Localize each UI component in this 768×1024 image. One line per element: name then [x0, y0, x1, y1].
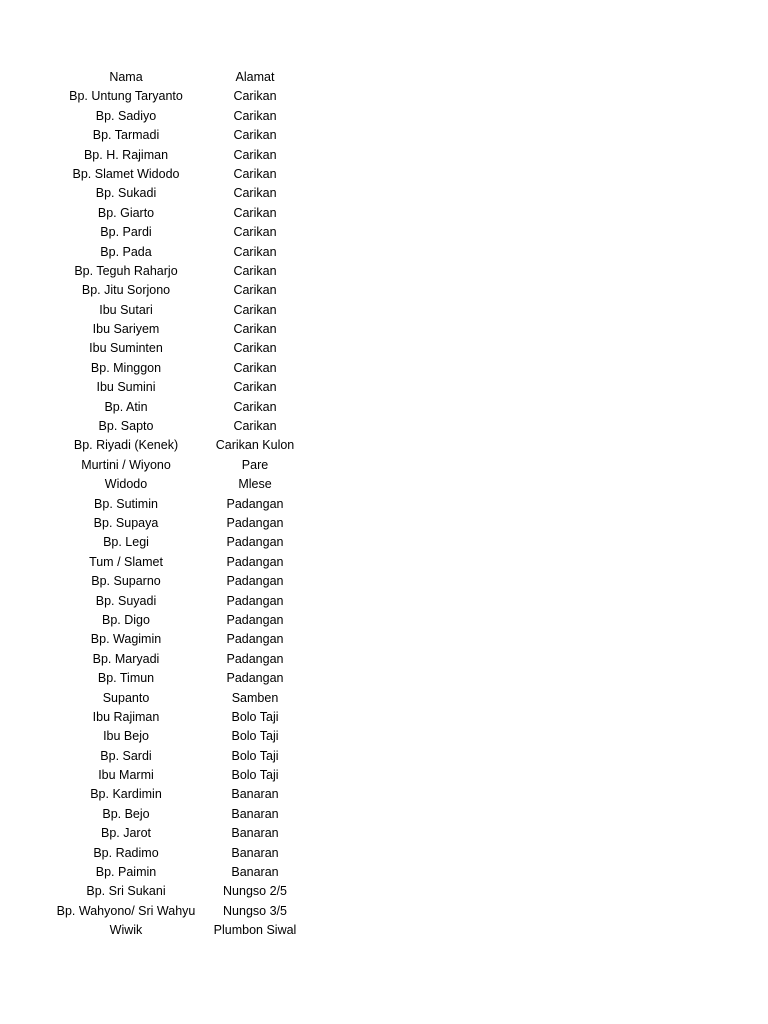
cell-nama	[53, 301, 199, 320]
cell-nama	[53, 398, 199, 417]
cell-nama-text: Bp. Sapto	[98, 419, 154, 434]
cell-alamat: Padangan	[226, 535, 284, 550]
cell-nama	[53, 766, 199, 785]
cell-nama-text: Bp. Sardi	[100, 748, 152, 763]
table-row	[0, 572, 768, 591]
cell-alamat: Nungso 3/5	[223, 903, 287, 918]
cell-nama-text: Bp. Riyadi (Kenek)	[73, 438, 179, 453]
cell-nama-text: Bp. Sri Sukani	[86, 884, 166, 899]
cell-alamat: Padangan	[226, 671, 284, 686]
cell-nama	[53, 611, 199, 630]
cell-alamat: Carikan	[233, 186, 277, 201]
cell-alamat: Mlese	[238, 477, 272, 492]
cell-nama-text: Bp. Jarot	[100, 826, 152, 841]
table-row	[0, 824, 768, 843]
table-row	[0, 689, 768, 708]
table-row	[0, 650, 768, 669]
cell-alamat: Carikan	[233, 322, 277, 337]
cell-nama	[53, 184, 199, 203]
cell-nama	[53, 708, 199, 727]
cell-nama	[53, 514, 199, 533]
cell-alamat: Carikan	[233, 108, 277, 123]
cell-alamat: Padangan	[226, 554, 284, 569]
address-table	[0, 68, 768, 941]
cell-alamat: Carikan	[233, 263, 277, 278]
table-row	[0, 87, 768, 106]
cell-alamat: Bolo Taji	[231, 729, 279, 744]
header-nama-label: Nama	[109, 70, 143, 84]
table-row	[0, 339, 768, 358]
cell-nama-text: Ibu Sutari	[99, 302, 153, 317]
table-row	[0, 398, 768, 417]
cell-alamat: Carikan	[233, 166, 277, 181]
cell-alamat: Banaran	[231, 787, 279, 802]
table-row	[0, 417, 768, 436]
cell-nama-text: Bp. Giarto	[97, 205, 155, 220]
cell-nama-text: Bp. Bejo	[102, 806, 150, 821]
table-row	[0, 514, 768, 533]
table-row	[0, 708, 768, 727]
cell-alamat: Banaran	[231, 865, 279, 880]
table-row	[0, 921, 768, 940]
cell-nama-text: Bp. Wahyono/ Sri Wahyu	[56, 903, 196, 918]
cell-nama	[53, 436, 199, 455]
cell-nama-text: Bp. Teguh Raharjo	[74, 263, 178, 278]
table-row	[0, 882, 768, 901]
cell-nama	[53, 902, 199, 921]
cell-nama	[53, 844, 199, 863]
cell-nama-text: Bp. Sutimin	[94, 496, 158, 511]
header-alamat: Alamat	[235, 70, 275, 84]
cell-nama	[53, 359, 199, 378]
table-row	[0, 475, 768, 494]
cell-nama-text: Ibu Suminten	[89, 341, 163, 356]
table-row	[0, 805, 768, 824]
cell-nama-text: Ibu Rajiman	[92, 709, 160, 724]
cell-nama	[53, 669, 199, 688]
cell-nama-text: Murtini / Wiyono	[81, 457, 171, 472]
cell-alamat: Carikan	[233, 360, 277, 375]
cell-nama-text: Ibu Sumini	[96, 380, 156, 395]
cell-nama	[53, 572, 199, 591]
cell-nama-text: Bp. Pada	[100, 244, 152, 259]
table-row	[0, 456, 768, 475]
table-row	[0, 863, 768, 882]
table-row	[0, 727, 768, 746]
cell-nama	[53, 107, 199, 126]
cell-alamat: Carikan	[233, 225, 277, 240]
cell-nama-text: Tum / Slamet	[89, 554, 163, 569]
header-nama	[53, 68, 199, 87]
cell-alamat: Carikan	[233, 341, 277, 356]
table-row	[0, 262, 768, 281]
cell-nama-text: Bp. Pardi	[100, 225, 152, 240]
cell-nama	[53, 921, 199, 940]
cell-nama	[53, 805, 199, 824]
cell-nama-text: Bp. Slamet Widodo	[72, 166, 180, 181]
cell-nama	[53, 223, 199, 242]
cell-alamat: Padangan	[226, 593, 284, 608]
cell-nama-text: Bp. Atin	[104, 399, 148, 414]
table-row	[0, 107, 768, 126]
cell-nama	[53, 824, 199, 843]
cell-alamat: Carikan Kulon	[215, 438, 295, 453]
cell-alamat: Plumbon Siwal	[213, 923, 297, 938]
table-row	[0, 320, 768, 339]
table-body	[0, 87, 768, 940]
cell-nama	[53, 378, 199, 397]
cell-alamat: Padangan	[226, 496, 284, 511]
cell-alamat: Carikan	[233, 244, 277, 259]
cell-nama	[53, 456, 199, 475]
cell-nama-text: Bp. Wagimin	[90, 632, 162, 647]
cell-nama	[53, 87, 199, 106]
table-row	[0, 902, 768, 921]
cell-nama-text: Bp. Sadiyo	[95, 108, 157, 123]
cell-alamat: Carikan	[233, 89, 277, 104]
table-row	[0, 204, 768, 223]
cell-alamat: Carikan	[233, 302, 277, 317]
table-row	[0, 785, 768, 804]
cell-nama	[53, 747, 199, 766]
cell-alamat: Padangan	[226, 612, 284, 627]
cell-nama-text: Supanto	[102, 690, 150, 705]
cell-nama-text: Bp. Timun	[97, 671, 155, 686]
cell-nama	[53, 785, 199, 804]
table-row	[0, 301, 768, 320]
table-row	[0, 165, 768, 184]
table-row	[0, 747, 768, 766]
cell-nama	[53, 204, 199, 223]
cell-alamat: Nungso 2/5	[223, 884, 287, 899]
cell-nama-text: Bp. Radimo	[93, 845, 159, 860]
cell-alamat: Carikan	[233, 399, 277, 414]
cell-nama	[53, 146, 199, 165]
cell-nama-text: Bp. Digo	[102, 612, 150, 627]
cell-nama-text: Ibu Marmi	[98, 768, 154, 783]
cell-nama	[53, 165, 199, 184]
cell-nama-text: Ibu Bejo	[103, 729, 149, 744]
cell-nama-text: Bp. Kardimin	[90, 787, 162, 802]
cell-alamat: Padangan	[226, 651, 284, 666]
cell-nama	[53, 533, 199, 552]
table-row	[0, 126, 768, 145]
table-row	[0, 630, 768, 649]
cell-nama	[53, 863, 199, 882]
cell-alamat: Banaran	[231, 845, 279, 860]
cell-nama-text: Bp. Tarmadi	[92, 128, 160, 143]
cell-nama	[53, 417, 199, 436]
cell-nama-text: Ibu Sariyem	[92, 322, 160, 337]
cell-nama	[53, 727, 199, 746]
table-header-row	[0, 68, 768, 87]
cell-alamat: Banaran	[231, 826, 279, 841]
cell-nama	[53, 592, 199, 611]
cell-alamat: Pare	[241, 457, 269, 472]
cell-alamat: Bolo Taji	[231, 709, 279, 724]
cell-alamat: Carikan	[233, 205, 277, 220]
table-row	[0, 495, 768, 514]
table-row	[0, 844, 768, 863]
table-row	[0, 359, 768, 378]
cell-alamat: Padangan	[226, 574, 284, 589]
cell-nama-text: Bp. Sukadi	[95, 186, 157, 201]
cell-nama	[53, 243, 199, 262]
cell-alamat: Padangan	[226, 632, 284, 647]
cell-nama-text: Bp. Jitu Sorjono	[81, 283, 171, 298]
table-row	[0, 553, 768, 572]
cell-alamat: Carikan	[233, 147, 277, 162]
table-row	[0, 281, 768, 300]
table-row	[0, 669, 768, 688]
table-row	[0, 243, 768, 262]
table-row	[0, 223, 768, 242]
cell-nama-text: Bp. Minggon	[90, 360, 162, 375]
cell-nama-text: Bp. Untung Taryanto	[69, 89, 183, 104]
table-row	[0, 533, 768, 552]
cell-alamat: Bolo Taji	[231, 768, 279, 783]
cell-nama	[53, 495, 199, 514]
cell-nama-text: Bp. Supaya	[93, 515, 159, 530]
cell-nama	[53, 262, 199, 281]
cell-nama	[53, 630, 199, 649]
cell-alamat: Carikan	[233, 128, 277, 143]
cell-alamat: Samben	[231, 690, 279, 705]
cell-alamat: Carikan	[233, 283, 277, 298]
cell-nama-text: Bp. Paimin	[95, 865, 157, 880]
cell-alamat: Bolo Taji	[231, 748, 279, 763]
cell-nama	[53, 882, 199, 901]
cell-nama	[53, 475, 199, 494]
cell-nama	[53, 650, 199, 669]
cell-nama-text: Bp. Legi	[103, 535, 149, 550]
cell-nama	[53, 689, 199, 708]
cell-nama-text: Bp. Suyadi	[95, 593, 157, 608]
cell-nama	[53, 553, 199, 572]
table-row	[0, 146, 768, 165]
cell-alamat: Carikan	[233, 419, 277, 434]
table-row	[0, 378, 768, 397]
cell-nama-text: Bp. H. Rajiman	[83, 147, 169, 162]
cell-alamat: Carikan	[233, 380, 277, 395]
cell-nama-text: Bp. Maryadi	[92, 651, 160, 666]
cell-nama	[53, 339, 199, 358]
table-row	[0, 766, 768, 785]
cell-nama-text: Bp. Suparno	[91, 574, 161, 589]
cell-alamat: Banaran	[231, 806, 279, 821]
cell-nama	[53, 281, 199, 300]
table-row	[0, 436, 768, 455]
table-row	[0, 184, 768, 203]
table-row	[0, 592, 768, 611]
cell-nama	[53, 126, 199, 145]
cell-alamat: Padangan	[226, 515, 284, 530]
cell-nama	[53, 320, 199, 339]
table-row	[0, 611, 768, 630]
cell-nama-text: Widodo	[104, 477, 148, 492]
cell-nama-text: Wiwik	[109, 923, 143, 938]
